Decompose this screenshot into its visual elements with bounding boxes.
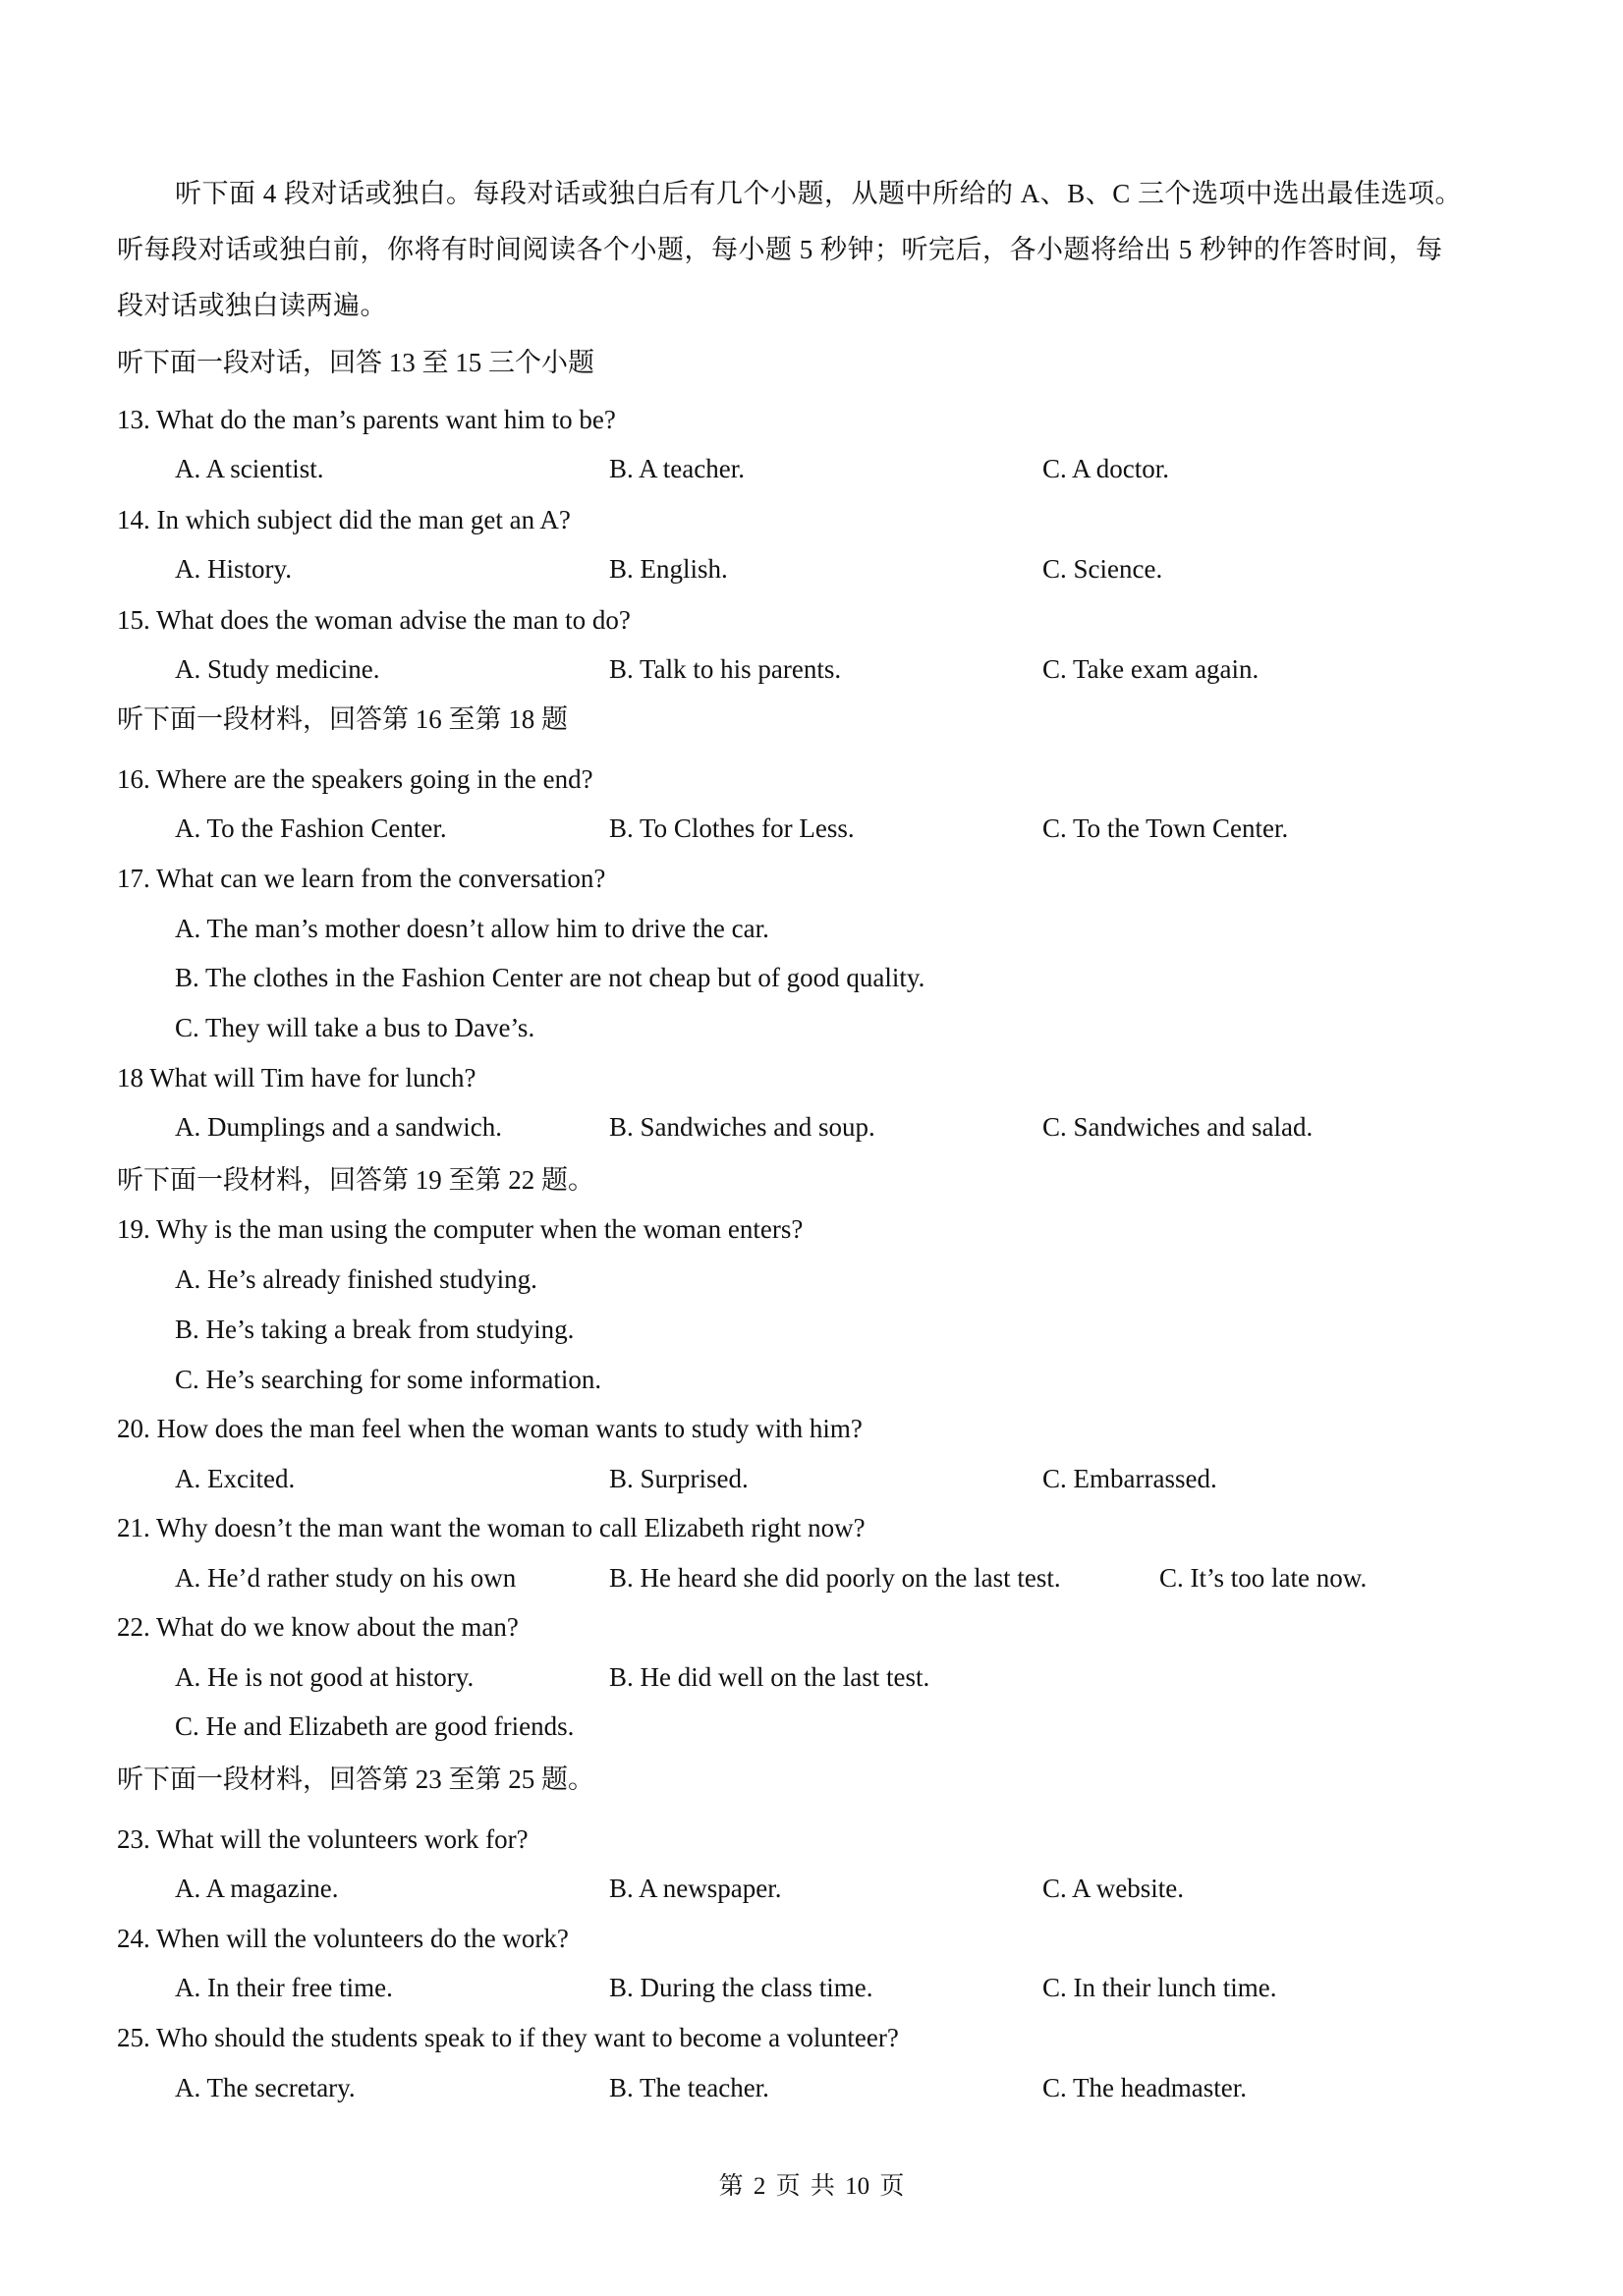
page-footer: 第 2 页 共 10 页 <box>718 2173 905 2200</box>
intro-line: 听每段对话或独白前，你将有时间阅读各个小题，每小题 5 秒钟；听完后，各小题将给出 5 秒钟的作答时间，每 <box>117 235 1443 264</box>
answer-option: A. A scientist. <box>175 454 324 483</box>
answer-option: A. The man’s mother doesn’t allow him to drive the car. <box>175 914 769 943</box>
answer-option: C. To the Town Center. <box>1042 813 1289 843</box>
answer-option: C. It’s too late now. <box>1159 1563 1368 1593</box>
answer-option: C. Sandwiches and salad. <box>1042 1112 1314 1142</box>
answer-option: C. He’s searching for some information. <box>175 1365 602 1394</box>
answer-option: B. A teacher. <box>609 454 745 483</box>
answer-option: B. During the class time. <box>609 1973 873 2002</box>
question-text: 21. Why doesn’t the man want the woman to call Elizabeth right now? <box>117 1513 866 1542</box>
answer-option: A. Study medicine. <box>175 654 380 684</box>
answer-option: A. The secretary. <box>175 2073 356 2102</box>
intro-line: 听下面 4 段对话或独白。每段对话或独白后有几个小题，从题中所给的 A、B、C 三个选项中选出最佳选项。 <box>175 179 1463 208</box>
question-text: 15. What does the woman advise the man to do? <box>117 605 631 635</box>
section-heading: 听下面一段材料，回答第 23 至第 25 题。 <box>117 1764 594 1794</box>
question-text: 22. What do we know about the man? <box>117 1612 519 1642</box>
answer-option: C. Science. <box>1042 554 1163 584</box>
answer-option: B. Sandwiches and soup. <box>609 1112 875 1142</box>
question-text: 18 What will Tim have for lunch? <box>117 1063 476 1092</box>
question-text: 13. What do the man’s parents want him to be? <box>117 405 616 434</box>
answer-option: B. He did well on the last test. <box>609 1662 930 1692</box>
answer-option: A. Dumplings and a sandwich. <box>175 1112 502 1142</box>
answer-option: B. A newspaper. <box>609 1874 782 1903</box>
answer-option: A. History. <box>175 554 292 584</box>
question-text: 16. Where are the speakers going in the end? <box>117 764 593 794</box>
question-text: 20. How does the man feel when the woman wants to study with him? <box>117 1414 863 1443</box>
answer-option: C. A website. <box>1042 1874 1185 1903</box>
answer-option: B. He’s taking a break from studying. <box>175 1315 575 1344</box>
answer-option: C. He and Elizabeth are good friends. <box>175 1711 575 1741</box>
answer-option: A. He is not good at history. <box>175 1662 475 1692</box>
answer-option: B. Talk to his parents. <box>609 654 842 684</box>
answer-option: C. Embarrassed. <box>1042 1464 1217 1493</box>
section-heading: 听下面一段对话，回答 13 至 15 三个小题 <box>117 348 594 377</box>
section-heading: 听下面一段材料，回答第 16 至第 18 题 <box>117 704 568 734</box>
answer-option: C. They will take a bus to Dave’s. <box>175 1013 535 1042</box>
answer-option: B. The clothes in the Fashion Center are not cheap but of good quality. <box>175 963 925 992</box>
question-text: 14. In which subject did the man get an A? <box>117 505 571 534</box>
question-text: 25. Who should the students speak to if they want to become a volunteer? <box>117 2023 899 2052</box>
question-text: 23. What will the volunteers work for? <box>117 1824 529 1854</box>
answer-option: C. The headmaster. <box>1042 2073 1247 2102</box>
question-text: 24. When will the volunteers do the work? <box>117 1924 569 1953</box>
intro-line: 段对话或独白读两遍。 <box>117 291 387 320</box>
answer-option: B. To Clothes for Less. <box>609 813 855 843</box>
answer-option: A. He’d rather study on his own <box>175 1563 517 1593</box>
answer-option: B. Surprised. <box>609 1464 749 1493</box>
answer-option: A. In their free time. <box>175 1973 393 2002</box>
section-heading: 听下面一段材料，回答第 19 至第 22 题。 <box>117 1165 594 1195</box>
question-text: 17. What can we learn from the conversation? <box>117 864 606 893</box>
answer-option: C. A doctor. <box>1042 454 1170 483</box>
answer-option: B. The teacher. <box>609 2073 769 2102</box>
answer-option: A. A magazine. <box>175 1874 339 1903</box>
answer-option: B. He heard she did poorly on the last test. <box>609 1563 1061 1593</box>
question-text: 19. Why is the man using the computer when the woman enters? <box>117 1214 804 1244</box>
answer-option: C. Take exam again. <box>1042 654 1259 684</box>
answer-option: A. To the Fashion Center. <box>175 813 447 843</box>
answer-option: A. Excited. <box>175 1464 296 1493</box>
answer-option: A. He’s already finished studying. <box>175 1264 537 1294</box>
answer-option: C. In their lunch time. <box>1042 1973 1277 2002</box>
answer-option: B. English. <box>609 554 728 584</box>
